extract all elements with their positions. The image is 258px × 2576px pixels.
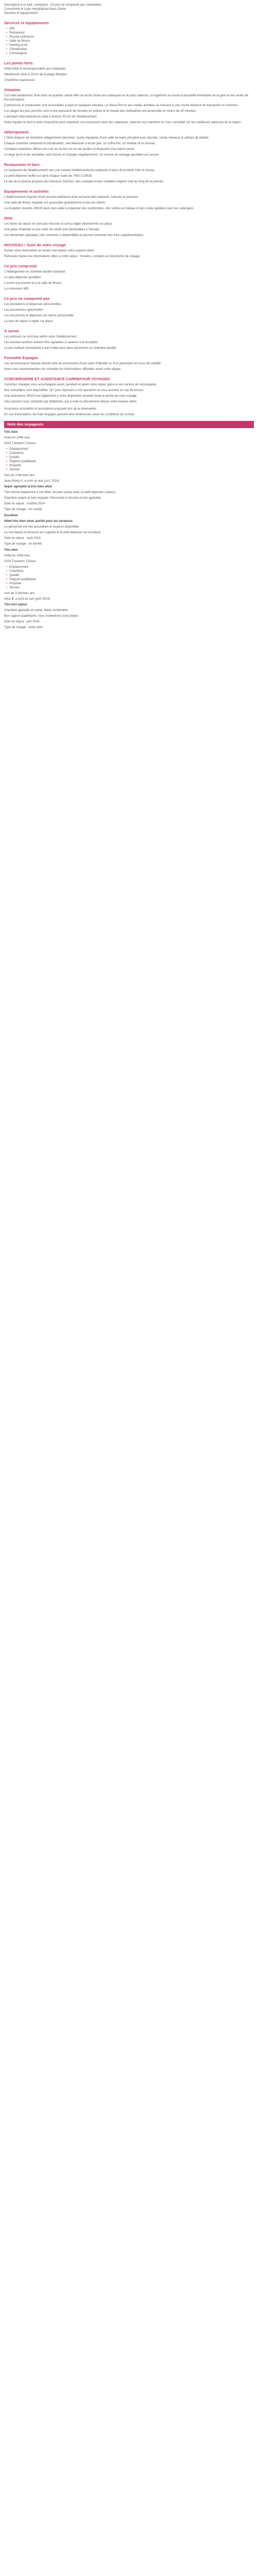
assurance-paragraph: En cas d'annulation, les frais engagés peuvent être remboursés selon les conditions du contrat. <box>4 413 135 416</box>
hotels-list <box>4 430 254 630</box>
notes-banner: Note des voyageurs <box>4 421 254 428</box>
formalite-paragraph: Nous vous recommandons de consulter les informations officielles avant votre départ. <box>4 368 122 371</box>
review-trip-type: Type de voyage : en couple <box>4 508 42 511</box>
conciergerie-text <box>4 383 254 404</box>
intro-line: Description à ce tarif, comprend : Ce prix ne comprend pas l'annulation <box>4 4 102 7</box>
rating-feature-item: • Qualité <box>6 455 254 460</box>
note-paragraph: Une pièce d'identité et une carte de crédit sont demandées à l'arrivée. <box>4 228 100 231</box>
points-forts-paragraph: Hôtel idéal et écoresponsable aux calanques <box>4 67 66 71</box>
assurance-text <box>4 407 254 417</box>
equipements-text <box>4 195 254 211</box>
points-forts-heading: Les points forts <box>4 61 33 65</box>
restaurants-paragraph: Le restaurant de l'établissement sert une cuisine méditerranéenne préparée à base de produits frais et locaux. <box>4 169 155 172</box>
prix-paragraph: Le petit-déjeuner quotidien <box>4 276 41 279</box>
conciergerie-paragraph: Carrefour Voyages vous accompagne avant, pendant et après votre séjour grâce à son service de conciergerie. <box>4 383 157 386</box>
avoir-paragraph: Les animaux ne sont pas admis dans l'établissement. <box>4 335 77 338</box>
review-date: Date du séjour : octobre 2024 <box>4 502 45 505</box>
rating-feature-item: • Service <box>6 586 254 590</box>
points-forts-paragraph: Chambres spacieuses <box>4 79 35 82</box>
equipements-paragraph: Une salle de fitness équipée est accessible gratuitement à tous les clients. <box>4 201 106 205</box>
rating-meta: Hotel en 1854 Avis <box>4 554 30 557</box>
service-item: • Climatisation <box>6 47 254 52</box>
situation-text <box>4 94 254 125</box>
prix-text <box>4 270 254 291</box>
rating-meta: Hotel en 2409 Avis <box>4 436 30 439</box>
situation-paragraph: Les plages les plus proches sont à une quinzaine de minutes en voiture et le musée des civilisations est accessible en moins de 20 minutes. <box>4 110 197 113</box>
review-date: Date du séjour : juin 2024 <box>4 620 40 623</box>
hebergement-paragraph: L'hôtel dispose de chambres élégamment décorées, toutes équipées d'une salle de bains privative avec douche, sèche-cheveux et articles de toilette. <box>4 137 209 140</box>
review-stat: Avis de 3 derniers ans <box>4 592 35 595</box>
formalite-paragraph: Les ressortissants français doivent être en possession d'une carte d'identité ou d'un passeport en cours de validité. <box>4 362 162 365</box>
situation-paragraph: Cet hôtel idéalement situé dans un quartier calme offre un accès facile aux calanques et au parc national. Le logement se trouve à proximité immédiate de la gare et des arrêts de bus principaux. <box>4 94 249 101</box>
intro-line: Consommé le Logo Hospitalized Nous Dame <box>4 8 66 11</box>
hebergement-paragraph: Chaque chambre comprend la climatisation, une télévision à écran plat, un coffre-fort, un minibar et un bureau. <box>4 142 156 145</box>
hebergement-heading: Hébergement <box>4 130 29 134</box>
hebergement-paragraph: Le linge de lit et les serviettes sont fournis et changés régulièrement. Un service de ménage quotidien est assuré. <box>4 154 160 157</box>
prix-paragraph: L'accès à la piscine et à la salle de fitness <box>4 282 62 285</box>
non-compris-paragraph: Les excursions et dépenses de nature personnelle <box>4 314 74 317</box>
review-trip-type: Type de voyage : en famille <box>4 543 42 546</box>
prix-heading: Ce prix comprend <box>4 264 37 268</box>
formalite-text <box>4 362 254 371</box>
review-text: Bon rapport qualité/prix, nous reviendrons avec plaisir. <box>4 615 79 618</box>
review-stat: Avis de 3 derniers ans <box>4 474 35 477</box>
rating-feature-item: • Chambres <box>6 569 254 573</box>
conciergerie-paragraph: Nos conseillers sont disponibles 7j/7 pour répondre à vos questions et vous assister en cas de besoin. <box>4 389 144 392</box>
avoir-text <box>4 335 254 350</box>
non-compris-text <box>4 302 254 324</box>
prix-paragraph: L'hébergement en chambre double standard <box>4 270 65 274</box>
review-title: Super agréable et très bien situé <box>4 485 52 488</box>
points-forts-text <box>4 67 254 82</box>
review-text: Chambre agréable et calme, literie confortable. <box>4 609 69 612</box>
note-text <box>4 222 254 238</box>
rating-feature-item: • Propreté <box>6 464 254 468</box>
hebergement-text <box>4 136 254 157</box>
conciergerie-paragraph: Vous pouvez nous contacter par téléphone, par e-mail ou directement depuis votre espace client. <box>4 400 137 403</box>
hebergement-paragraph: Certaines chambres offrent une vue sur la mer ou sur les jardins et disposent d'un balcon privé. <box>4 148 135 151</box>
rating-feature-item: • Qualité <box>6 573 254 578</box>
nouveau-paragraph: Suivez votre réservation en temps réel depuis votre espace client. <box>4 249 95 252</box>
rating-label: Très bien <box>4 431 18 434</box>
rating-label: Très bien <box>4 549 18 552</box>
nouveau-text <box>4 249 254 259</box>
review-title: Hôtel très bien situé, parfait pour les vacances <box>4 520 73 523</box>
conciergerie-paragraph: Une assistance 24h/24 est également à votre disposition pendant toute la durée de votre voyage. <box>4 395 138 398</box>
service-item: • Parking privé <box>6 43 254 47</box>
restaurants-text <box>4 168 254 184</box>
rating-meta: 2024 Travelers' Choice <box>4 442 36 445</box>
review-text: Le personnel est très accueillant et toujours disponible. <box>4 526 80 529</box>
intro-line: Services et équipements <box>4 12 38 15</box>
prix-paragraph: La connexion Wifi <box>4 287 29 291</box>
rating-label: Excellent <box>4 514 18 517</box>
nouveau-heading: NOUVEAU ! Suivi de votre voyage <box>4 243 66 247</box>
restaurants-paragraph: Le bar de la piscine propose des boissons fraîches, des cocktails et des collations légères tout au long de la journée. <box>4 180 164 183</box>
restaurants-paragraph: Le petit-déjeuner buffet est servi chaque matin de 7h00 à 10h30. <box>4 175 93 178</box>
non-compris-paragraph: Les assurances optionnelles <box>4 309 43 312</box>
situation-heading: Situation <box>4 88 21 92</box>
rating-meta: 2024 Travelers' Choice <box>4 560 36 563</box>
note-paragraph: Les taxes de séjour ne sont pas incluses et sont à régler directement sur place. <box>4 223 113 226</box>
review-stat: Alice B. a écrit un avis (juin 2024) <box>4 598 51 601</box>
rating-feature-item: • Emplacement <box>6 565 254 569</box>
formalite-heading: Formalité Espagne <box>4 355 39 360</box>
situation-paragraph: Commerces et restaurants sont accessibles à pied en quelques minutes. Le Vieux-Port et ses ruelles animées se trouvent à une courte distance en transports en commun. <box>4 104 239 107</box>
avoir-paragraph: Le prix indiqué correspond à une nuitée pour deux personnes en chambre double. <box>4 347 117 350</box>
review-date: Date du séjour : août 2024 <box>4 537 41 540</box>
service-item: • Restaurant <box>6 31 254 35</box>
avoir-paragraph: Les arrivées tardives doivent être signalées à l'avance à la réception. <box>4 341 99 344</box>
situation-paragraph: Notre équipe se tient à votre disposition pour organiser vos excursions dans les calanques, réserver vos transferts et vous conseiller sur les meilleures adresses de la région. <box>4 121 242 124</box>
rating-features <box>4 565 254 590</box>
review-block <box>4 514 254 546</box>
review-stat: Jean-Rémy A. a écrit un avis (oct. 2024) <box>4 480 59 483</box>
rating-feature-item: • Service <box>6 468 254 472</box>
review-text: La vue depuis la terrasse est superbe et le petit-déjeuner est excellent. <box>4 531 102 534</box>
non-compris-paragraph: Les prestations et dépenses personnelles <box>4 303 61 306</box>
rating-feature-item: • Rapport qualité/prix <box>6 578 254 582</box>
service-item: • Salle de fitness <box>6 39 254 43</box>
review-block <box>4 430 254 512</box>
review-block <box>4 548 254 630</box>
intro <box>4 3 254 15</box>
review-trip-type: Type de voyage : entre amis <box>4 626 43 629</box>
avoir-heading: À savoir <box>4 329 20 333</box>
nouveau-paragraph: Retrouvez toutes les informations utiles à votre séjour : horaires, contacts et documents de voyage. <box>4 255 140 258</box>
assurance-paragraph: Assurance annulation et assistance proposée lors de la réservation. <box>4 408 98 411</box>
review-title: Très bon séjour <box>4 603 27 606</box>
rating-feature-item: • Propreté <box>6 582 254 586</box>
rating-feature-item: • Rapport qualité/prix <box>6 460 254 464</box>
situation-paragraph: L'aéroport international est situé à environ 30 km de l'établissement. <box>4 115 98 118</box>
restaurants-heading: Restaurants et bars <box>4 162 40 167</box>
review-text: Très bonne expérience à cet hôtel. Accueil sympa avec un petit déjeuner copieux. <box>4 491 116 494</box>
service-item: • Piscine extérieure <box>6 35 254 39</box>
equipements-heading: Équipements et activités <box>4 189 49 194</box>
non-compris-paragraph: La taxe de séjour à régler sur place <box>4 320 53 323</box>
equipements-paragraph: La réception ouverte 24h/24 peut vous aider à organiser des randonnées, des sorties en bateau et des visites guidées dans les calanques. <box>4 207 195 210</box>
points-forts-paragraph: Idéalement situé à 15 km de la plage Morgiou <box>4 73 67 76</box>
rating-feature-item: • Chambres <box>6 451 254 455</box>
services-heading: Services et équipements <box>4 21 49 25</box>
rating-features <box>4 447 254 472</box>
service-item: • Wifi <box>6 27 254 31</box>
conciergerie-heading: CONCIERGERIE ET ASSISTANCE CARREFOUR VOYAGES <box>4 377 110 381</box>
note-heading: Note <box>4 216 13 221</box>
note-paragraph: Les demandes spéciales sont soumises à disponibilité et peuvent entraîner des frais supplémentaires. <box>4 234 144 237</box>
review-text: Chambre propre et bien équipée. Personnel à l'écoute et très agréable. <box>4 497 102 500</box>
non-compris-heading: Ce prix ne comprend pas <box>4 296 50 301</box>
services-list <box>4 27 254 56</box>
rating-feature-item: • Emplacement <box>6 447 254 451</box>
service-item: • Conciergerie <box>6 52 254 56</box>
equipements-paragraph: L'établissement dispose d'une piscine extérieure avec terrasse bien exposée, transats et parasols. <box>4 196 139 199</box>
